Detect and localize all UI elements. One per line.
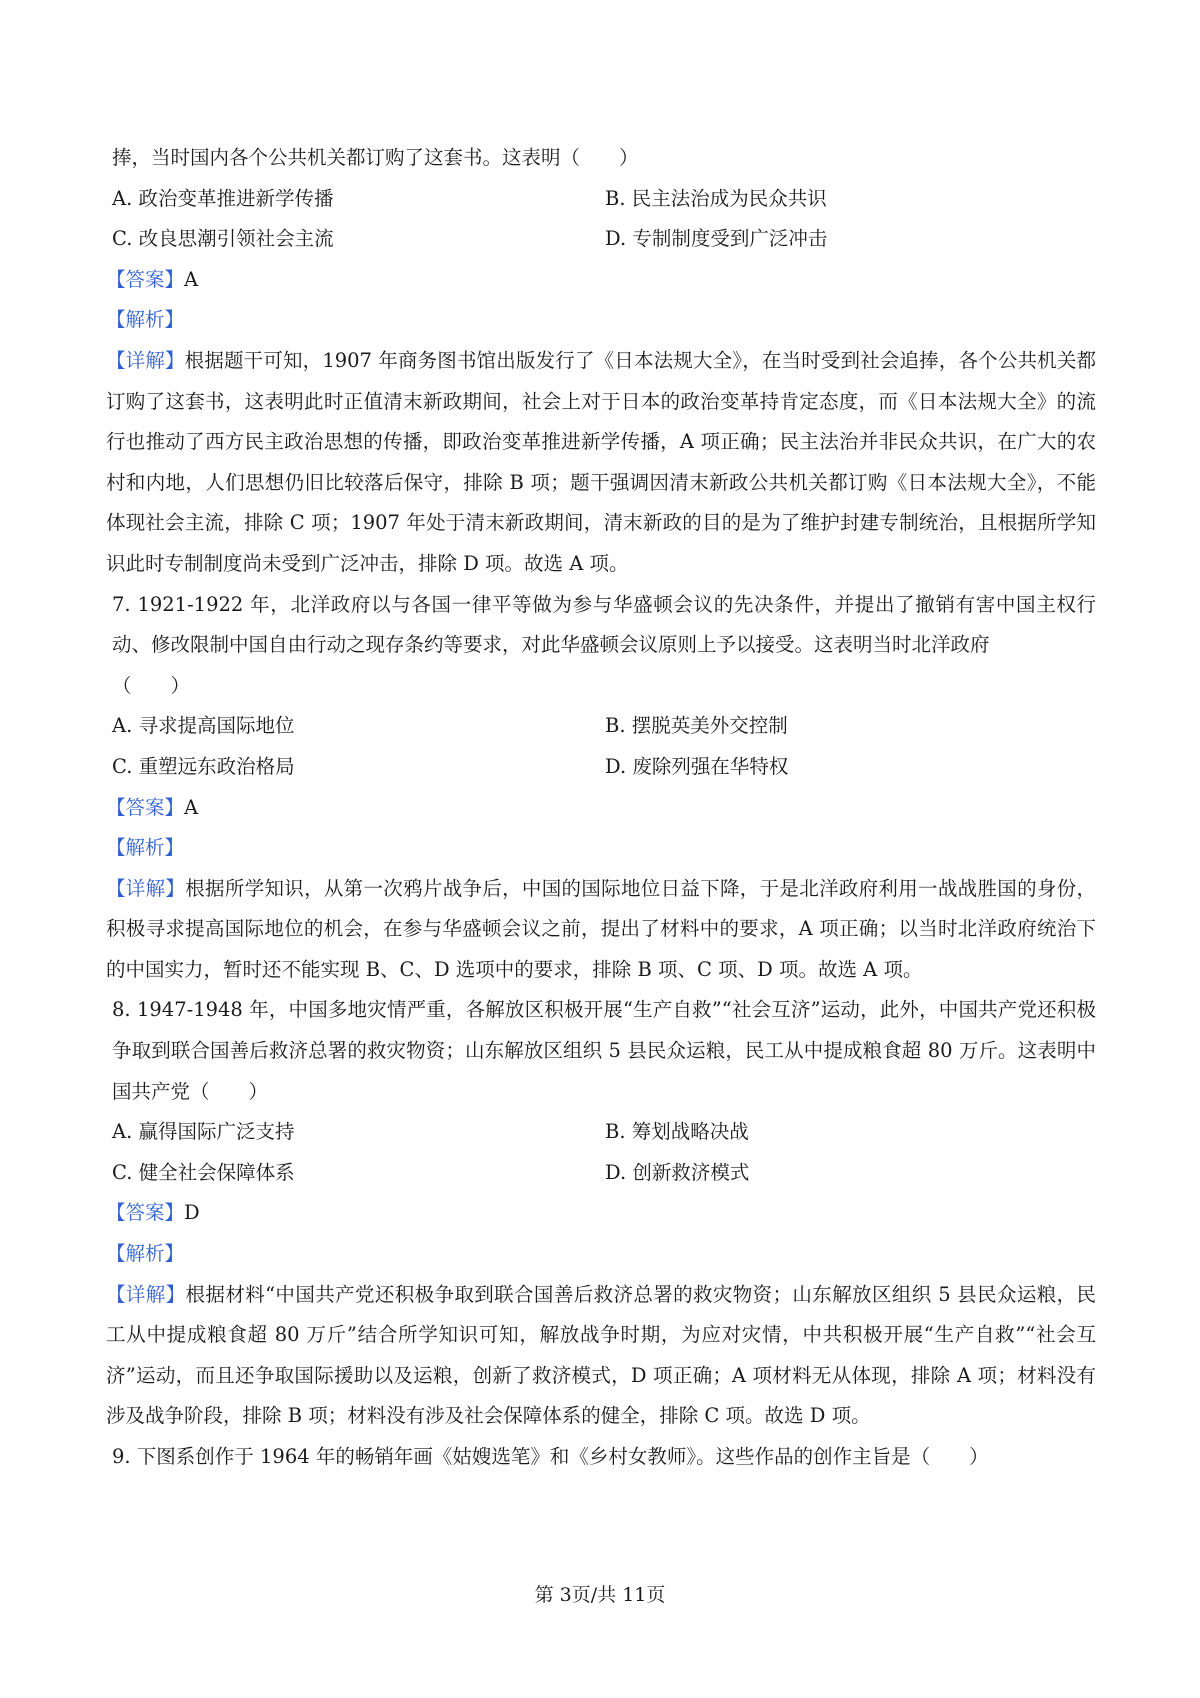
q8-option-b: B. 筹划战略决战: [605, 1120, 749, 1144]
q6-answer-value: A: [184, 267, 199, 291]
q8-option-d: D. 创新救济模式: [605, 1160, 750, 1184]
page-footer: 第 3页/共 11页: [534, 1584, 666, 1606]
q6-option-c: C. 改良思潮引领社会主流: [112, 227, 334, 251]
page-content: [106, 138, 1096, 1478]
q7-detail-text: 根据所学知识，从第一次鸦片战争后，中国的国际地位日益下降，于是北洋政府利用一战战胜国的身份，积极寻求提高国际地位的机会，在参与华盛顿会议之前，提出了材料中的要求，A 项正确；以当时北洋政府统治下的中国实力，暂时还不能实现 B、C、D 选项中的要求，排除 B 项、C 项、D 项。故选 A 项。: [106, 876, 1096, 981]
q6-detail: [106, 341, 1096, 585]
q8-option-a: A. 赢得国际广泛支持: [112, 1120, 295, 1144]
analysis-tag: 【解析】: [106, 836, 185, 860]
answer-tag: 【答案】: [106, 267, 185, 291]
q6-detail-text: 根据题干可知，1907 年商务图书馆出版发行了《日本法规大全》，在当时受到社会追捧，各个公共机关都订购了这套书，这表明此时正值清末新政期间，社会上对于日本的政治变革持肯定态度，而《日本法规大全》的流行也推动了西方民主政治思想的传播，即政治变革推进新学传播，A 项正确；民主法治并非民众共识，在广大的农村和内地，人们思想仍旧比较落后保守，排除 B 项；题干强调因清末新政公共机关都订购《日本法规大全》，不能体现社会主流，排除 C 项；1907 年处于清末新政期间，清末新政的目的是为了维护封建专制统治，且根据所学知识此时专制制度尚未受到广泛冲击，排除 D 项。故选 A 项。: [106, 348, 1096, 575]
detail-tag: 【详解】: [106, 1282, 186, 1306]
analysis-tag: 【解析】: [106, 1242, 185, 1266]
q8-detail: [106, 1275, 1096, 1437]
answer-tag: 【答案】: [106, 795, 185, 819]
q6-option-b: B. 民主法治成为民众共识: [605, 186, 827, 210]
answer-tag: 【答案】: [106, 1201, 185, 1225]
q6-options-row-2: [112, 219, 1096, 260]
q7-analysis-heading: [106, 828, 1096, 869]
q7-detail: [106, 869, 1096, 991]
q8-options-row-2: [112, 1153, 1096, 1194]
q6-answer: [106, 260, 1096, 301]
q8-option-c: C. 健全社会保障体系: [112, 1160, 295, 1184]
q6-option-a: A. 政治变革推进新学传播: [112, 186, 334, 210]
q6-stem-tail: 捧，当时国内各个公共机关都订购了这套书。这表明（ ）: [112, 146, 639, 169]
q8-detail-text: 根据材料“中国共产党还积极争取到联合国善后救济总署的救灾物资；山东解放区组织 5 县民众运粮，民工从中提成粮食超 80 万斤”结合所学知识可知，解放战争时期，为应对灾情，中共积极开展“生产自救”“社会互济”运动，而且还争取国际援助以及运粮，创新了救济模式，D 项正确；A 项材料无从体现，排除 A 项；材料没有涉及战争阶段，排除 B 项；材料没有涉及社会保障体系的健全，排除 C 项。故选 D 项。: [106, 1282, 1096, 1428]
q6-option-d: D. 专制制度受到广泛冲击: [605, 227, 828, 251]
q7-answer-value: A: [184, 795, 199, 819]
q7-option-b: B. 摆脱英美外交控制: [605, 714, 788, 738]
q7-options-row-2: [112, 747, 1096, 788]
q8-stem: 8. 1947-1948 年，中国多地灾情严重，各解放区积极开展“生产自救”“社会互济”运动，此外，中国共产党还积极争取到联合国善后救济总署的救灾物资；山东解放区组织 5 县民众运粮，民工从中提成粮食超 80 万斤。这表明中国共产党（ ）: [112, 998, 1096, 1103]
analysis-tag: 【解析】: [106, 308, 185, 332]
q8-answer: [106, 1193, 1096, 1234]
q7-answer: [106, 788, 1096, 829]
q7-option-c: C. 重塑远东政治格局: [112, 754, 295, 778]
q6-analysis-heading: [106, 300, 1096, 341]
q7-options-row-1: [112, 706, 1096, 747]
q7-option-d: D. 废除列强在华特权: [605, 754, 789, 778]
q8-answer-value: D: [184, 1201, 200, 1225]
q9-stem: 9. 下图系创作于 1964 年的畅销年画《姑嫂选笔》和《乡村女教师》。这些作品的创作主旨是（ ）: [112, 1445, 989, 1468]
q6-options-row-1: [112, 179, 1096, 220]
q8-analysis-heading: [106, 1234, 1096, 1275]
q8-options-row-1: [112, 1112, 1096, 1153]
detail-tag: 【详解】: [106, 876, 186, 900]
q7-paren: （ ）: [112, 673, 191, 697]
q7-stem: 7. 1921-1922 年，北洋政府以与各国一律平等做为参与华盛顿会议的先决条件，并提出了撤销有害中国主权行动、修改限制中国自由行动之现存条约等要求，对此华盛顿会议原则上予以接受。这表明当时北洋政府: [112, 592, 1096, 657]
detail-tag: 【详解】: [106, 348, 185, 372]
q7-option-a: A. 寻求提高国际地位: [112, 714, 295, 738]
